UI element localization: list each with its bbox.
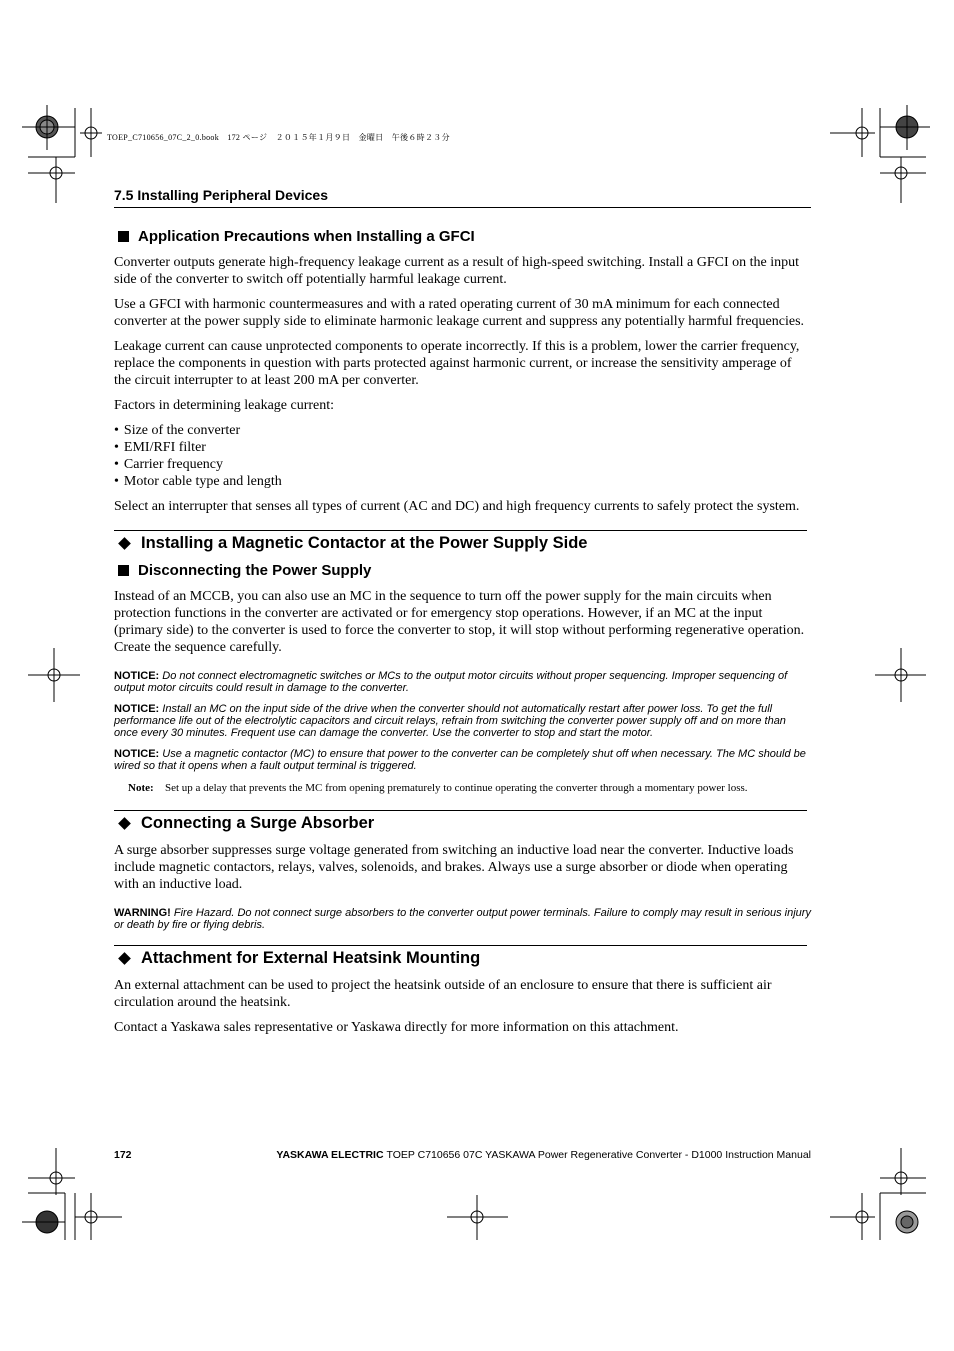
surge-heading	[114, 810, 807, 833]
gfci-paragraph-3: Leakage current can cause unprotected components to operate incorrectly. If this is a problem, lower the carrier frequency, replace the components in question with parts protected against harmonic current, or increase the sensitivity amperage of the circuit interrupter to at least 200 mA per converter.	[114, 339, 800, 388]
contactor-paragraph-1: Instead of an MCCB, you can also use an MC in the sequence to turn off the power supply for the main circuits when protection functions in the converter are activated or for emergency stop operations. However, if an MC at the input (primary side) to the converter is used to force the converter to stop, it will stop without performing regenerative operation. Create the sequence carefully.	[114, 589, 805, 655]
notice-3	[114, 748, 812, 772]
notice-2	[114, 703, 812, 739]
diamond-bullet-icon	[118, 952, 131, 965]
page-footer	[114, 1149, 811, 1161]
book-header: TOEP_C710656_07C_2_0.book 172 ページ ２０１５年１月９日 金曜日 午後６時２３分	[107, 133, 450, 142]
list-item: • Carrier frequency	[114, 456, 812, 473]
square-bullet-icon	[118, 565, 129, 576]
heatsink-heading-text: Attachment for External Heatsink Mounting	[141, 949, 481, 967]
note-text: Set up a delay that prevents the MC from opening prematurely to continue operating the converter through a momentary power loss.	[165, 782, 748, 794]
disconnect-heading-text: Disconnecting the Power Supply	[138, 562, 372, 579]
contactor-heading	[114, 530, 807, 553]
notice-text: Do not connect electromagnetic switches or MCs to the output motor circuits without proper sequencing. Improper sequencing of output motor circuits could result in damage to the converter.	[114, 670, 788, 694]
list-item: • Size of the converter	[114, 422, 812, 439]
list-item: • Motor cable type and length	[114, 473, 812, 490]
note-label: Note:	[128, 782, 154, 794]
gfci-paragraph-2: Use a GFCI with harmonic countermeasures and with a rated operating current of 30 mA minimum for each connected converter at the power supply side to eliminate harmonic leakage current and suppress any potentially harmful frequencies.	[114, 297, 805, 329]
factors-intro: Factors in determining leakage current:	[114, 398, 335, 413]
gfci-paragraph-1: Converter outputs generate high-frequency leakage current as a result of high-speed switching. Install a GFCI on the input side of the converter to switch off potentially harmful leakage current.	[114, 255, 800, 287]
disconnect-heading	[114, 562, 812, 579]
note-block	[128, 781, 812, 796]
footer-brand: YASKAWA ELECTRIC	[276, 1149, 387, 1161]
gfci-heading-text: Application Precautions when Installing a GFCI	[138, 228, 475, 245]
notice-1	[114, 670, 812, 694]
heatsink-paragraph-2: Contact a Yaskawa sales representative or Yaskawa directly for more information on this attachment.	[114, 1020, 679, 1035]
diamond-bullet-icon	[118, 817, 131, 830]
square-bullet-icon	[118, 231, 129, 242]
notice-text: Use a magnetic contactor (MC) to ensure that power to the converter can be completely shut off when necessary. The MC should be wired so that it opens when a fault output terminal is triggered.	[114, 748, 806, 772]
running-head: 7.5 Installing Peripheral Devices	[114, 187, 811, 208]
gfci-heading	[114, 228, 812, 245]
factors-list	[114, 422, 812, 490]
warning-text: Fire Hazard. Do not connect surge absorbers to the converter output power terminals. Failure to comply may result in serious injury or death by fire or flying debris.	[114, 907, 811, 931]
heatsink-paragraph-1: An external attachment can be used to project the heatsink outside of an enclosure to ensure that there is sufficient air circulation around the heatsink.	[114, 978, 772, 1010]
gfci-paragraph-4: Select an interrupter that senses all types of current (AC and DC) and high frequency currents to safely protect the system.	[114, 499, 800, 514]
warning-label: WARNING!	[114, 907, 174, 919]
diamond-bullet-icon	[118, 537, 131, 550]
page-number: 172	[114, 1149, 132, 1161]
footer-doc-info	[276, 1149, 811, 1161]
surge-heading-text: Connecting a Surge Absorber	[141, 814, 375, 832]
notice-label: NOTICE:	[114, 670, 163, 682]
surge-paragraph-1: A surge absorber suppresses surge voltage generated from switching an inductive load near the converter. Inductive loads include magnetic contactors, relays, valves, solenoids, and brakes. Always use a surge absorber or diode when operating with an inductive load.	[114, 843, 794, 892]
notice-label: NOTICE:	[114, 748, 163, 760]
heatsink-heading	[114, 945, 807, 968]
notice-text: Install an MC on the input side of the drive when the converter should not automatically restart after power loss. To get the full performance life out of the electrolytic capacitors and circuit relays, refrain from switching the converter power supply off and on more than once every 30 minutes. Frequent use can damage the converter. Use the converter to stop and start the motor.	[114, 703, 786, 739]
list-item: • EMI/RFI filter	[114, 439, 812, 456]
footer-doc-title: TOEP C710656 07C YASKAWA Power Regenerative Converter - D1000 Instruction Manual	[386, 1149, 811, 1161]
contactor-heading-text: Installing a Magnetic Contactor at the Power Supply Side	[141, 534, 588, 552]
page-content	[114, 228, 812, 1044]
notice-label: NOTICE:	[114, 703, 163, 715]
warning-block	[114, 907, 812, 931]
